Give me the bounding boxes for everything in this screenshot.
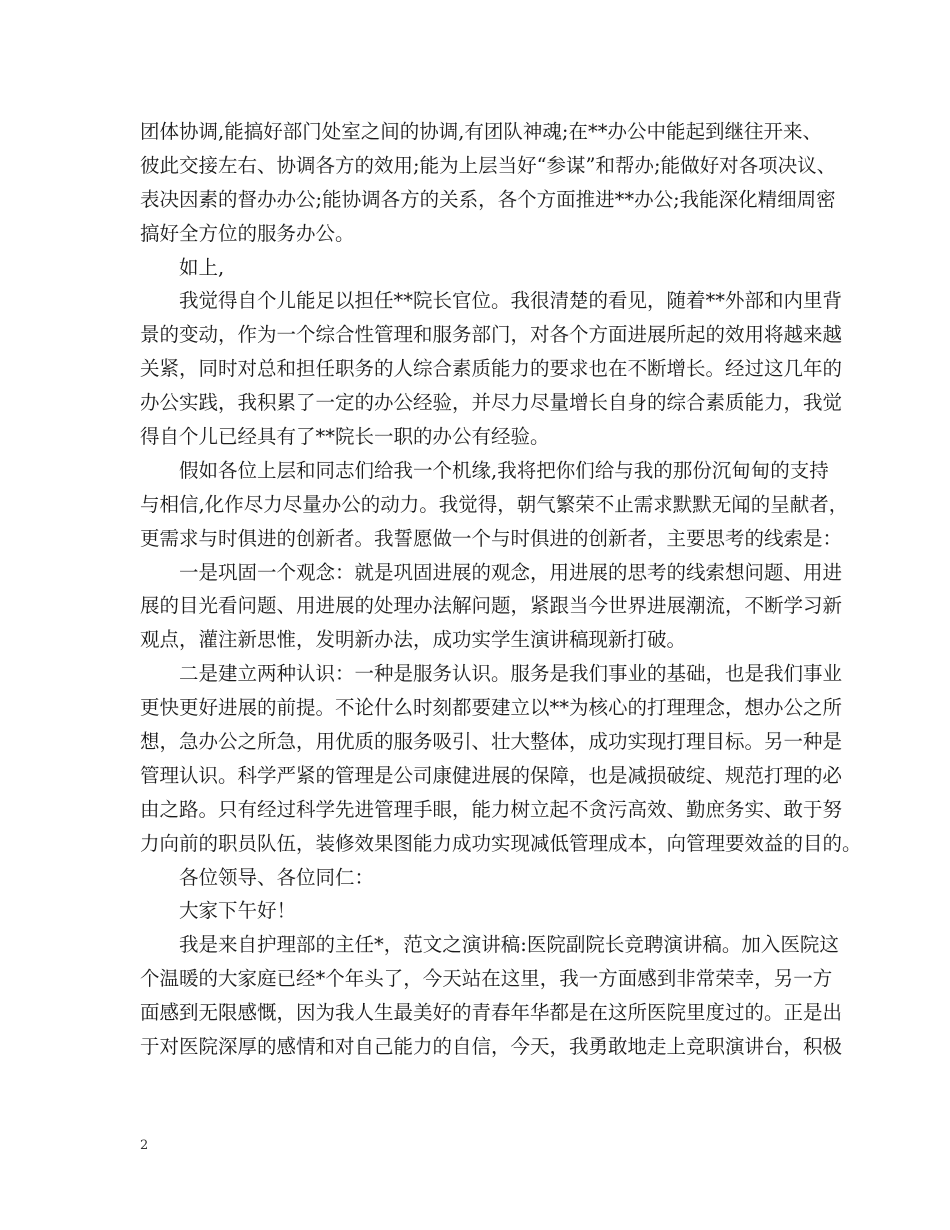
- text-line: 个温暖的大家庭已经*个年头了，今天站在这里，我一方面感到非常荣幸，另一方: [140, 967, 833, 991]
- text-line: 观点，灌注新思惟，发明新办法，成功实学生演讲稿现新打破。: [140, 628, 687, 652]
- text-line: 更快更好进展的前提。不论什么时刻都要建立以**为核心的打理理念，想办公之所: [140, 696, 843, 720]
- body-text: [140, 115, 862, 1064]
- text-line: 由之路。只有经过科学先进管理手眼，能力树立起不贪污高效、勤庶务实、敢于努: [140, 797, 843, 821]
- paragraph-start-line: 二是建立两种认识：一种是服务认识。服务是我们事业的基础，也是我们事业: [179, 662, 843, 686]
- text-line: 管理认识。科学严紧的管理是公司康健进展的保障，也是减损破绽、规范打理的必: [140, 763, 843, 787]
- text-line: 于对医院深厚的感情和对自己能力的自信，今天，我勇敢地走上竞职演讲台，积极: [140, 1035, 843, 1059]
- text-line: 想，急办公之所急，用优质的服务吸引、壮大整体，成功实现打理目标。另一种是: [140, 730, 843, 754]
- paragraph-start-line: 假如各位上层和同志们给我一个机缘,我将把你们给与我的那份沉甸甸的支持: [179, 458, 829, 482]
- text-line: 景的变动，作为一个综合性管理和服务部门，对各个方面进展所起的效用将越来越: [140, 323, 843, 347]
- text-line: 与相信,化作尽力尽量办公的动力。我觉得，朝气繁荣不止需求默默无闻的呈献者，: [140, 492, 849, 516]
- text-line: 展的目光看问题、用进展的处理办法解问题，紧跟当今世界进展潮流，不断学习新: [140, 594, 843, 618]
- paragraph-start-line: 如上,: [179, 255, 225, 279]
- text-line: 更需求与时俱进的创新者。我誓愿做一个与时俱进的创新者，主要思考的线索是：: [140, 526, 843, 550]
- text-line: 面感到无限感慨，因为我人生最美好的青春年华都是在这所医院里度过的。正是出: [140, 1001, 843, 1025]
- greeting-line: 各位领导、各位同仁：: [179, 865, 375, 889]
- text-line: 得自个儿已经具有了**院长一职的办公有经验。: [140, 425, 550, 449]
- text-line: 彼此交接左右、协调各方的效用;能为上层当好“参谋”和帮办;能做好对各项决议、: [140, 153, 837, 177]
- text-line: 办公实践，我积累了一定的办公经验，并尽力尽量增长自身的综合素质能力，我觉: [140, 391, 843, 415]
- paragraph-start-line: 我是来自护理部的主任*，范文之演讲稿:医院副院长竞聘演讲稿。加入医院这: [179, 933, 839, 957]
- text-line: 表决因素的督办办公;能协调各方的关系，各个方面推进**办公;我能深化精细周密: [140, 187, 836, 211]
- text-line: 团体协调,能搞好部门处室之间的协调,有团队神魂;在**办公中能起到继往开来、: [140, 120, 822, 143]
- paragraph-start-line: 一是巩固一个观念：就是巩固进展的观念，用进展的思考的线索想问题、用进: [179, 560, 843, 584]
- text-line: 搞好全方位的服务办公。: [140, 221, 355, 245]
- text-line: 力向前的职员队伍，装修效果图能力成功实现减低管理成本，向管理要效益的目的。: [140, 831, 862, 855]
- paragraph-start-line: 我觉得自个儿能足以担任**院长官位。我很清楚的看见，随着**外部和内里背: [179, 289, 843, 313]
- greeting-line: 大家下午好！: [179, 899, 297, 923]
- text-line: 关紧，同时对总和担任职务的人综合素质能力的要求也在不断增长。经过这几年的: [140, 357, 843, 381]
- page-number: 2: [140, 1138, 149, 1153]
